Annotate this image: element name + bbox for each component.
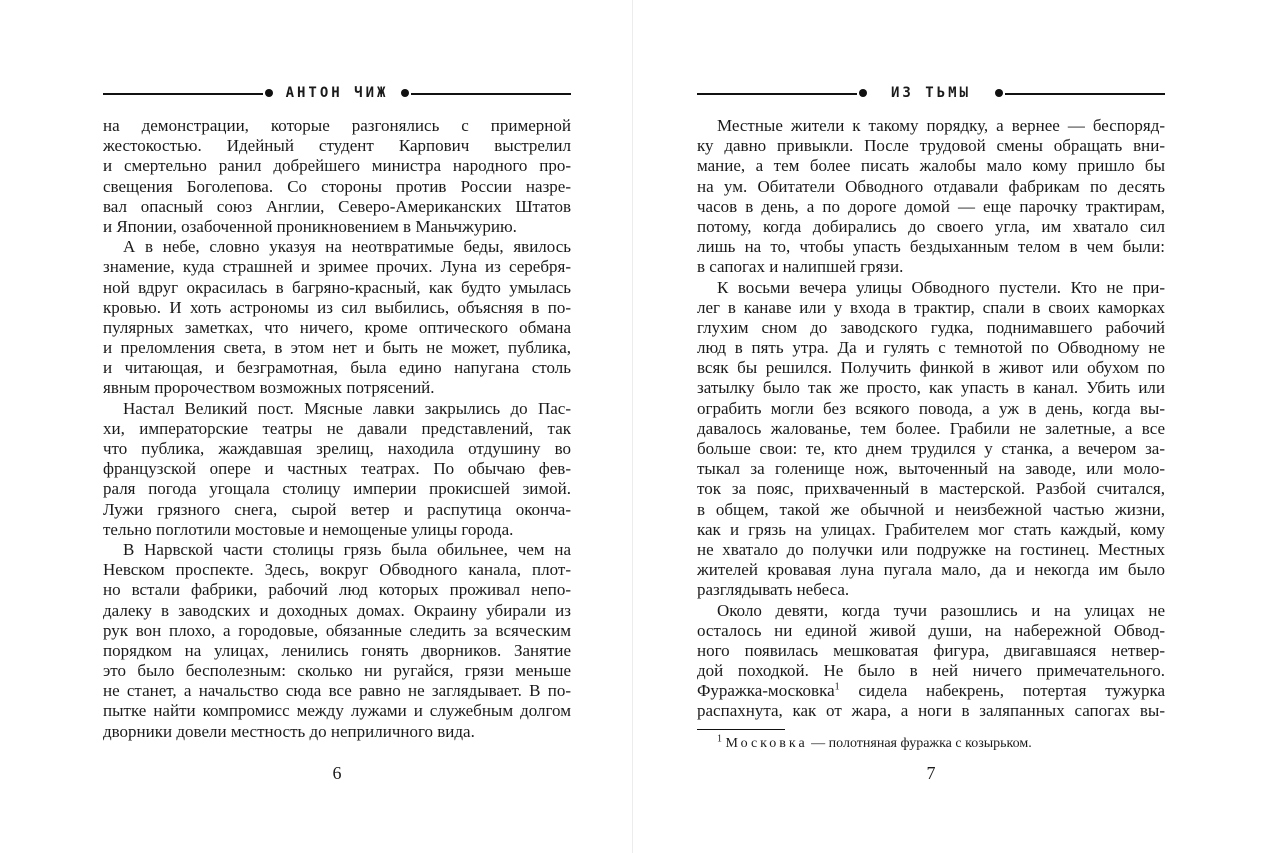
header-author: АНТОН ЧИЖ bbox=[285, 85, 389, 101]
text-line: тыкал за голенище нож, выточенный на заводе, или моло- bbox=[697, 459, 1165, 479]
text-line: в общем, такой же обычной и неизбежной частью жизни, bbox=[697, 499, 1165, 519]
header-book-title: ИЗ ТЬМЫ bbox=[890, 85, 971, 101]
footnote-term: Московка bbox=[725, 736, 808, 751]
text-line: кровью. И хоть астрономы из сил выбились, объясняя в по- bbox=[103, 297, 571, 317]
text-line: лег в канаве или у входа в трактир, спали в своих каморках bbox=[697, 297, 1165, 317]
text-line: ограбить могли без всякого повода, а уж в день, когда вы- bbox=[697, 398, 1165, 418]
text-line: лишь на то, чтобы упасть бездыханным телом в чем были: bbox=[697, 237, 1165, 257]
text-line: и преломления света, в этом нет и быть не может, публика, bbox=[103, 338, 571, 358]
text-line: знамение, куда страшней и зримее прочих. Луна из серебря- bbox=[103, 257, 571, 277]
text-line: Около девяти, когда тучи разошлись и на улицах не bbox=[717, 600, 1165, 620]
text-line: ку давно привыкли. После трудовой смены обращать вни- bbox=[697, 136, 1165, 156]
text-line bbox=[697, 681, 1165, 701]
page-left bbox=[103, 0, 571, 853]
header-rule bbox=[103, 93, 263, 95]
text-line: ной вдруг окрасилась в багряно-красный, как будто умылась bbox=[103, 277, 571, 297]
text-line: ного появилась мешковатая фигура, двигавшаяся нетвер- bbox=[697, 640, 1165, 660]
text-line: свещения Боголепова. Со стороны против России назре- bbox=[103, 176, 571, 196]
text-line: пытке найти компромисс между лужами и служебным долгом bbox=[103, 701, 571, 721]
text-fragment: Фуражка-московка bbox=[697, 681, 835, 701]
text-line: рук вон плохо, а городовые, обязанные следить за всяческим bbox=[103, 620, 571, 640]
text-line: мание, а тем более писать жалобы мало кому пришло бы bbox=[697, 156, 1165, 176]
text-line: давалось жалованье, тем более. Грабили не залетные, а все bbox=[697, 418, 1165, 438]
text-line: дворники довели местность до неприличного вида. bbox=[103, 721, 475, 741]
text-line: на демонстрации, которые разгонялись с примерной bbox=[103, 116, 571, 135]
text-line: Невском проспекте. Здесь, вокруг Обводного канала, плот- bbox=[103, 560, 571, 580]
footnote-separator bbox=[697, 729, 785, 730]
text-line: далеку в заводских и доходных домах. Окраину убирали из bbox=[103, 600, 571, 620]
header-bullet-icon bbox=[401, 89, 409, 97]
text-line: В Нарвской части столицы грязь была обильнее, чем на bbox=[123, 539, 571, 559]
text-line: осталось ни единой живой души, на набережной Обвод- bbox=[697, 620, 1165, 640]
text-line: затылку было так же просто, как упасть в канал. Убить или bbox=[697, 378, 1165, 398]
text-line: хи, императорские театры не давали представлений, так bbox=[103, 418, 571, 438]
text-line: порядком на улицах, ленились гонять дворников. Занятие bbox=[103, 640, 571, 660]
text-line: разглядывать небеса. bbox=[697, 580, 850, 600]
page-number: 7 bbox=[926, 763, 936, 783]
text-line: Лужи грязного снега, сырой ветер и распутица оконча- bbox=[103, 499, 571, 519]
text-line: не станет, а начальство сюда все равно не заглядывает. В по- bbox=[103, 681, 571, 701]
text-line: явным пророчеством возможных потрясений. bbox=[103, 378, 435, 398]
page-text bbox=[103, 116, 571, 742]
text-line: Настал Великий пост. Мясные лавки закрылись до Пас- bbox=[123, 398, 571, 418]
text-line: распахнута, как от жара, а ноги в заляпанных сапогах вы- bbox=[697, 701, 1165, 721]
text-line: ток за пояс, прихваченный в мастерской. Разбой считался, bbox=[697, 479, 1165, 499]
text-line: не хватало до получки или подружке на гостинец. Местных bbox=[697, 539, 1165, 559]
text-line: А в небе, словно указуя на неотвратимые беды, явилось bbox=[123, 237, 571, 257]
text-line: что публика, жаждавшая зрелищ, находила отдушину во bbox=[103, 439, 571, 458]
text-line: это было бесполезным: сколько ни ругайся, грязи меньше bbox=[103, 661, 571, 681]
header-rule bbox=[1005, 93, 1165, 95]
text-line: в сапогах и налипшей грязи. bbox=[697, 257, 904, 277]
header-rule bbox=[411, 93, 571, 95]
text-line: всяк бы решился. Получить финкой в живот или обухом по bbox=[697, 358, 1165, 378]
text-line: больше свои: те, кто днем трудился у станка, а вечером за- bbox=[697, 439, 1165, 458]
header-bullet-icon bbox=[265, 89, 273, 97]
text-line: и смертельно ранил добрейшего министра народного про- bbox=[103, 156, 571, 176]
page-right bbox=[697, 0, 1165, 853]
text-line: на ум. Обитатели Обводного отдавали фабрикам по десять bbox=[697, 176, 1165, 196]
text-line: дой походкой. Не было в ней ничего примечательного. bbox=[697, 661, 1165, 681]
text-line: потому, когда добирались до своего угла, им хватало сил bbox=[697, 216, 1165, 236]
running-header bbox=[103, 84, 571, 102]
text-line: жителей кровавая луна пугала мало, да и некогда им было bbox=[697, 560, 1165, 580]
text-line: пулярных заметках, что ничего, кроме оптического обмана bbox=[103, 317, 571, 337]
text-line: вал опасный союз Англии, Северо-Американских Штатов bbox=[103, 196, 571, 216]
text-line: часов в день, а по дороге домой — еще парочку трактирам, bbox=[697, 196, 1165, 216]
text-line: тельно поглотили мостовые и немощеные улицы города. bbox=[103, 519, 514, 539]
text-line: но встали фабрики, рабочий люд которых проживал непо- bbox=[103, 580, 571, 600]
text-line: французской опере и частных театрах. По обычаю фев- bbox=[103, 459, 571, 479]
text-line: как и грязь на улицах. Грабителем мог стать каждый, кому bbox=[697, 519, 1165, 539]
text-fragment: сидела набекрень, потертая тужурка bbox=[839, 681, 1165, 701]
page-number: 6 bbox=[332, 763, 342, 783]
text-line: и Японии, озабоченной проникновением в Маньчжурию. bbox=[103, 216, 517, 236]
footnote-marker: 1 bbox=[717, 733, 722, 745]
text-line: жестокостью. Идейный студент Карпович выстрелил bbox=[103, 136, 571, 156]
text-line: глухим сном до заводского гудка, поднимавшего рабочий bbox=[697, 317, 1165, 337]
footnote bbox=[717, 734, 1032, 754]
book-spine bbox=[632, 0, 633, 853]
header-rule bbox=[697, 93, 857, 95]
running-header bbox=[697, 84, 1165, 102]
text-line: люд в пять утра. Да и гулять с темнотой по Обводному не bbox=[697, 338, 1165, 358]
header-bullet-icon bbox=[995, 89, 1003, 97]
text-line: и читающая, и безграмотная, была едино напугана столь bbox=[103, 358, 571, 378]
footnote-ref[interactable]: 1 bbox=[834, 681, 840, 693]
text-line: раля погода угощала столицу империи прокисшей зимой. bbox=[103, 479, 571, 499]
text-line: Местные жители к такому порядку, а вернее — беспоряд- bbox=[717, 116, 1165, 135]
header-bullet-icon bbox=[859, 89, 867, 97]
footnote-text: — полотняная фуражка с козырьком. bbox=[807, 736, 1032, 751]
text-line: К восьми вечера улицы Обводного пустели. Кто не при- bbox=[717, 277, 1165, 297]
page-text bbox=[697, 116, 1165, 722]
